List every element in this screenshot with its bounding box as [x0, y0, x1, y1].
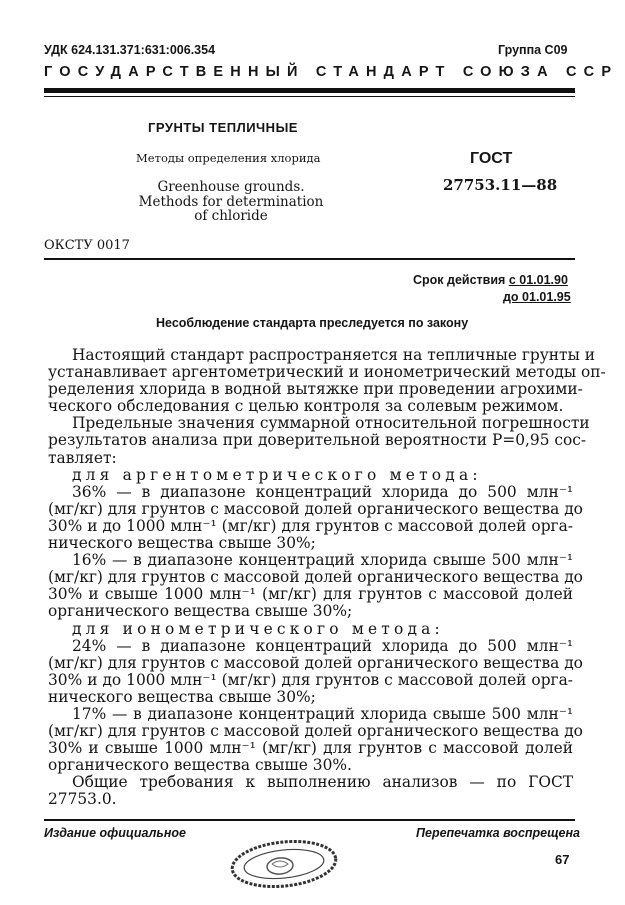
body-line: для аргентометрического метода:	[72, 465, 482, 484]
body-line: 27753.0.	[48, 790, 117, 809]
body-line: 24% — в диапазоне концентраций хлорида до 500 млн⁻¹	[72, 636, 573, 655]
reprint-note: Перепечатка воспрещена	[416, 826, 580, 840]
body-line: результатов анализа при доверительной вероятности Р=0,95 сос-	[48, 431, 587, 450]
state-standard-heading: ГОСУДАРСТВЕННЫЙ СТАНДАРТ СОЮЗА ССР	[44, 64, 619, 80]
body-line: (мг/кг) для грунтов с массовой долей органического вещества до	[48, 722, 583, 741]
body-line: ределения хлорида в водной вытяжке при проведении агрохими-	[48, 380, 583, 399]
body-line: 30% и свыше 1000 млн⁻¹ (мг/кг) для грунтов с массовой долей	[48, 739, 573, 758]
legal-notice: Несоблюдение стандарта преследуется по закону	[156, 316, 469, 330]
validity-label: Срок действия	[413, 273, 506, 287]
body-text	[48, 346, 606, 809]
edition-note: Издание официальное	[44, 826, 186, 840]
body-line: нического вещества свыше 30%;	[48, 534, 316, 553]
okstu-rule	[44, 258, 575, 260]
english-title-line: Methods for determination	[138, 193, 324, 210]
gost-label: ГОСТ	[470, 150, 513, 167]
body-line: 30% и до 1000 млн⁻¹ (мг/кг) для грунтов с массовой долей орга-	[48, 516, 573, 535]
english-title-line: Greenhouse grounds.	[157, 179, 305, 195]
header-thick-rule	[44, 88, 575, 93]
document-subtitle: Методы определения хлорида	[136, 151, 321, 165]
page-number: 67	[555, 852, 570, 867]
gost-number: 27753.11—88	[443, 176, 558, 194]
body-line: Предельные значения суммарной относительной погрешности	[72, 414, 590, 433]
header-thin-rule	[44, 96, 575, 97]
body-line: 36% — в диапазоне концентраций хлорида до 500 млн⁻¹	[72, 482, 573, 501]
group-code: Группа С09	[498, 43, 568, 57]
english-title	[136, 180, 326, 224]
footer-rule	[44, 819, 575, 821]
body-line: Общие требования к выполнению анализов — по ГОСТ	[72, 773, 573, 792]
okstu-code: ОКСТУ 0017	[44, 238, 130, 253]
body-line: 30% и свыше 1000 млн⁻¹ (мг/кг) для грунтов с массовой долей	[48, 585, 573, 604]
body-line: органического вещества свыше 30%.	[48, 756, 352, 775]
validity-from: с 01.01.90	[508, 273, 568, 287]
body-line: органического вещества свыше 30%;	[48, 602, 353, 621]
body-line: тавляет:	[48, 448, 117, 467]
body-line: (мг/кг) для грунтов с массовой долей органического вещества до	[48, 568, 583, 587]
body-line: (мг/кг) для грунтов с массовой долей органического вещества до	[48, 653, 583, 672]
document-title: ГРУНТЫ ТЕПЛИЧНЫЕ	[148, 120, 298, 135]
body-line: ческого обследования с целью контроля за солевым режимом.	[48, 397, 564, 416]
body-line: Настоящий стандарт распространяется на тепличные грунты и	[72, 346, 595, 364]
body-line: устанавливает аргентометрический и ионометрический методы оп-	[48, 363, 606, 382]
english-title-line: of chloride	[194, 208, 268, 224]
body-line: 30% и до 1000 млн⁻¹ (мг/кг) для грунтов с массовой долей орга-	[48, 670, 573, 689]
body-line: нического вещества свыше 30%;	[48, 687, 316, 706]
body-line: 16% — в диапазоне концентраций хлорида свыше 500 млн⁻¹	[72, 551, 573, 570]
validity-period	[413, 273, 568, 287]
body-line: 17% — в диапазоне концентраций хлорида свыше 500 млн⁻¹	[72, 704, 573, 723]
body-line: для ионометрического метода:	[72, 619, 444, 638]
validity-to: до 01.01.95	[503, 290, 571, 304]
udk-code: УДК 624.131.371:631:006.354	[44, 43, 216, 57]
body-line: (мг/кг) для грунтов с массовой долей органического вещества до	[48, 499, 583, 518]
library-stamp-icon	[228, 838, 340, 890]
